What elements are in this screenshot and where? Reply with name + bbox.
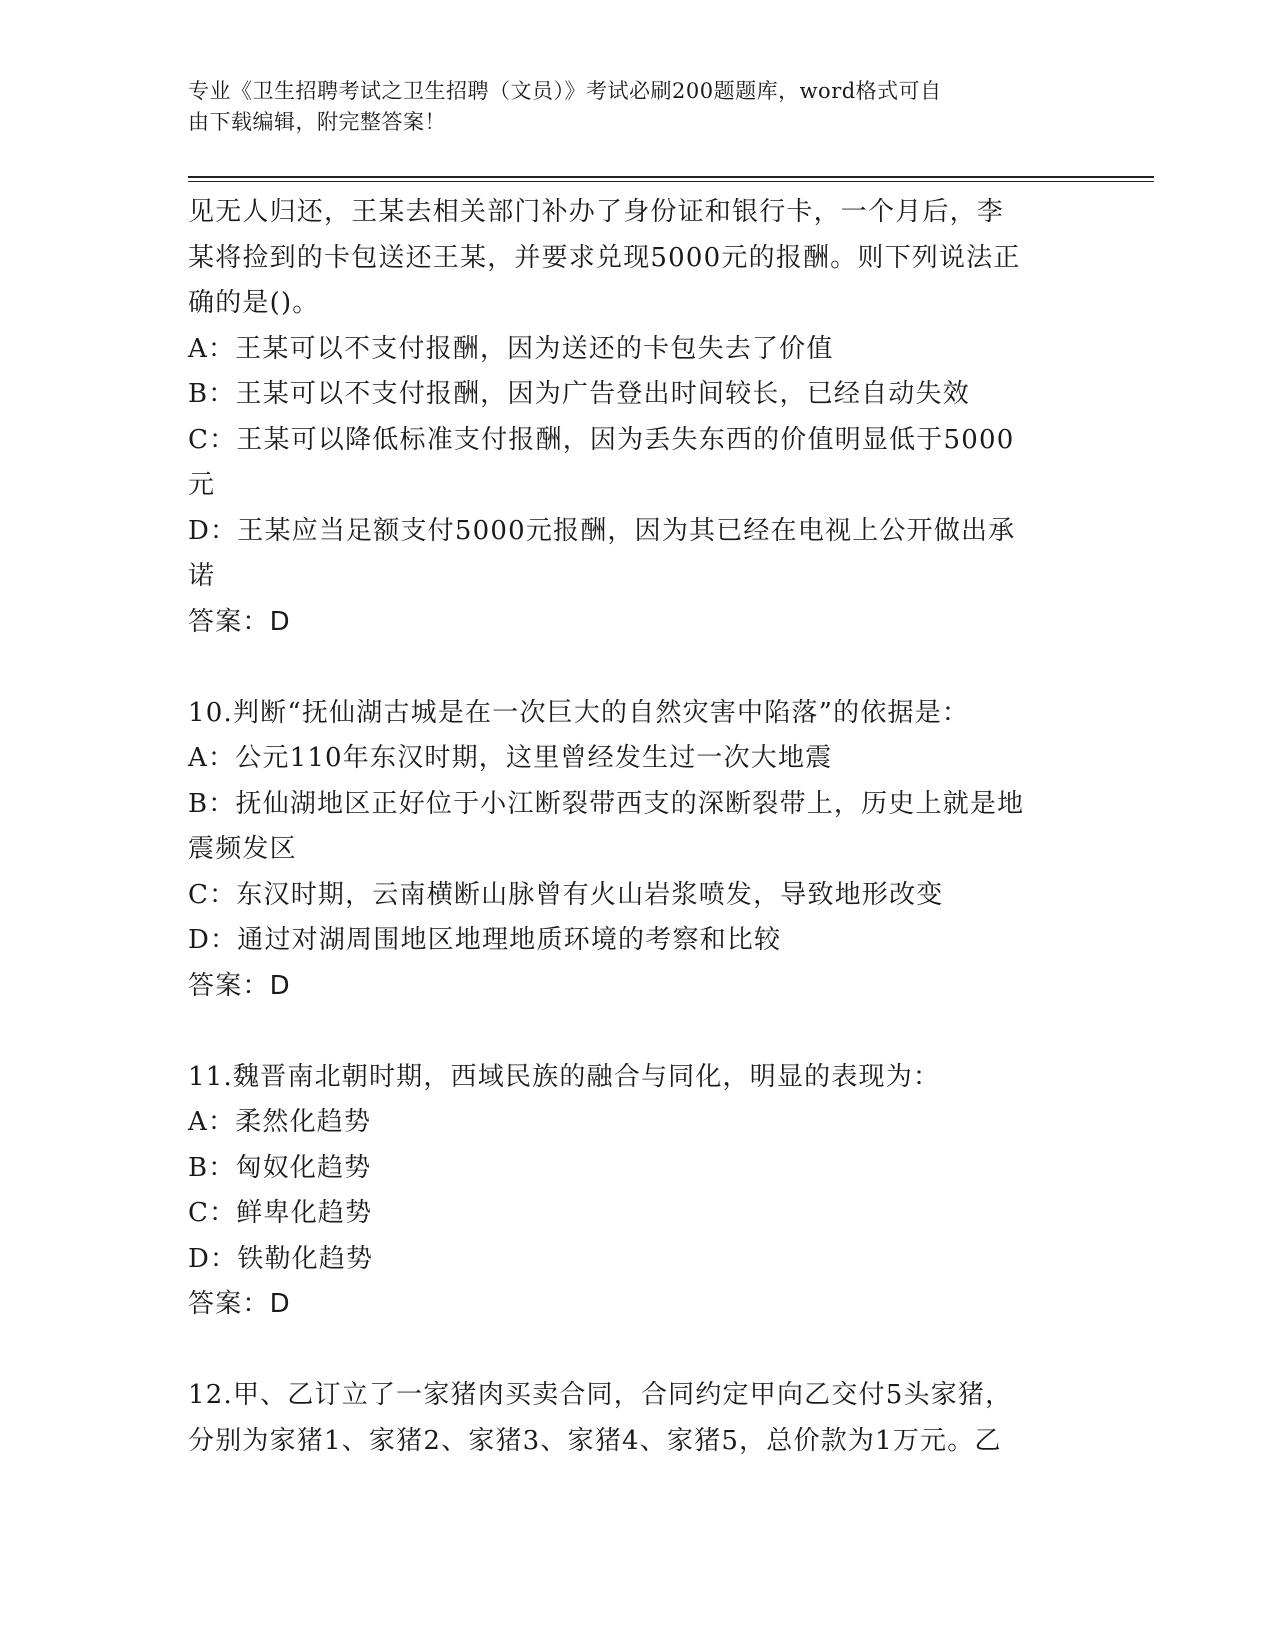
question-12: [188, 1373, 1088, 1464]
question-text: 确的是()。: [188, 288, 320, 318]
option-a: A：公元110年东汉时期，这里曾经发生过一次大地震: [188, 743, 833, 773]
option-c: C：东汉时期，云南横断山脉曾有火山岩浆喷发，导致地形改变: [188, 879, 944, 910]
answer-line: 答案：D: [188, 970, 291, 1001]
header-divider-thin: [188, 181, 1154, 182]
answer-line: 答案：D: [188, 1289, 291, 1319]
question-stem: 分别为家猪1、家猪2、家猪3、家猪4、家猪5，总价款为1万元。乙: [188, 1425, 1002, 1456]
option-a: A：柔然化趋势: [188, 1107, 372, 1137]
spacer: [188, 1009, 1088, 1055]
document-header: [188, 76, 1068, 138]
answer-line: 答案：D: [188, 606, 291, 637]
option-b: B：抚仙湖地区正好位于小江断裂带西支的深断裂带上，历史上就是地: [188, 788, 1025, 819]
header-line: 专业《卫生招聘考试之卫生招聘（文员）》考试必刷200题题库，word格式可自: [188, 79, 942, 103]
document-body: [188, 190, 1088, 1464]
question-stem: 10.判断“抚仙湖古城是在一次巨大的自然灾害中陷落”的依据是：: [188, 697, 970, 728]
header-divider: [188, 176, 1154, 178]
option-c: C：鲜卑化趋势: [188, 1198, 373, 1228]
question-10: [188, 691, 1088, 1010]
spacer: [188, 1328, 1088, 1374]
question-stem: 12.甲、乙订立了一家猪肉买卖合同，合同约定甲向乙交付5头家猪，: [188, 1380, 1013, 1410]
option-a: A：王某可以不支付报酬，因为送还的卡包失去了价值: [188, 333, 834, 364]
question-text: 见无人归还，王某去相关部门补办了身份证和银行卡，一个月后，李: [188, 197, 1005, 227]
option-c: C：王某可以降低标准支付报酬，因为丢失东西的价值明显低于5000: [188, 424, 1015, 455]
option-c-continued: 元: [188, 470, 216, 500]
option-b: B：王某可以不支付报酬，因为广告登出时间较长，已经自动失效: [188, 379, 970, 409]
question-text: 某将捡到的卡包送还王某，并要求兑现5000元的报酬。则下列说法正: [188, 242, 1021, 273]
option-d: D：铁勒化趋势: [188, 1243, 374, 1274]
option-d-continued: 诺: [188, 561, 216, 591]
header-line: 由下载编辑，附完整答案！: [188, 110, 446, 134]
question-11: [188, 1055, 1088, 1328]
option-b-continued: 震频发区: [188, 834, 297, 864]
option-d: D：王某应当足额支付5000元报酬，因为其已经在电视上公开做出承: [188, 515, 1016, 546]
spacer: [188, 645, 1088, 691]
option-b: B：匈奴化趋势: [188, 1152, 372, 1183]
question-continued: [188, 190, 1088, 645]
option-d: D：通过对湖周围地区地理地质环境的考察和比较: [188, 925, 782, 955]
question-stem: 11.魏晋南北朝时期，西域民族的融合与同化，明显的表现为：: [188, 1061, 941, 1092]
